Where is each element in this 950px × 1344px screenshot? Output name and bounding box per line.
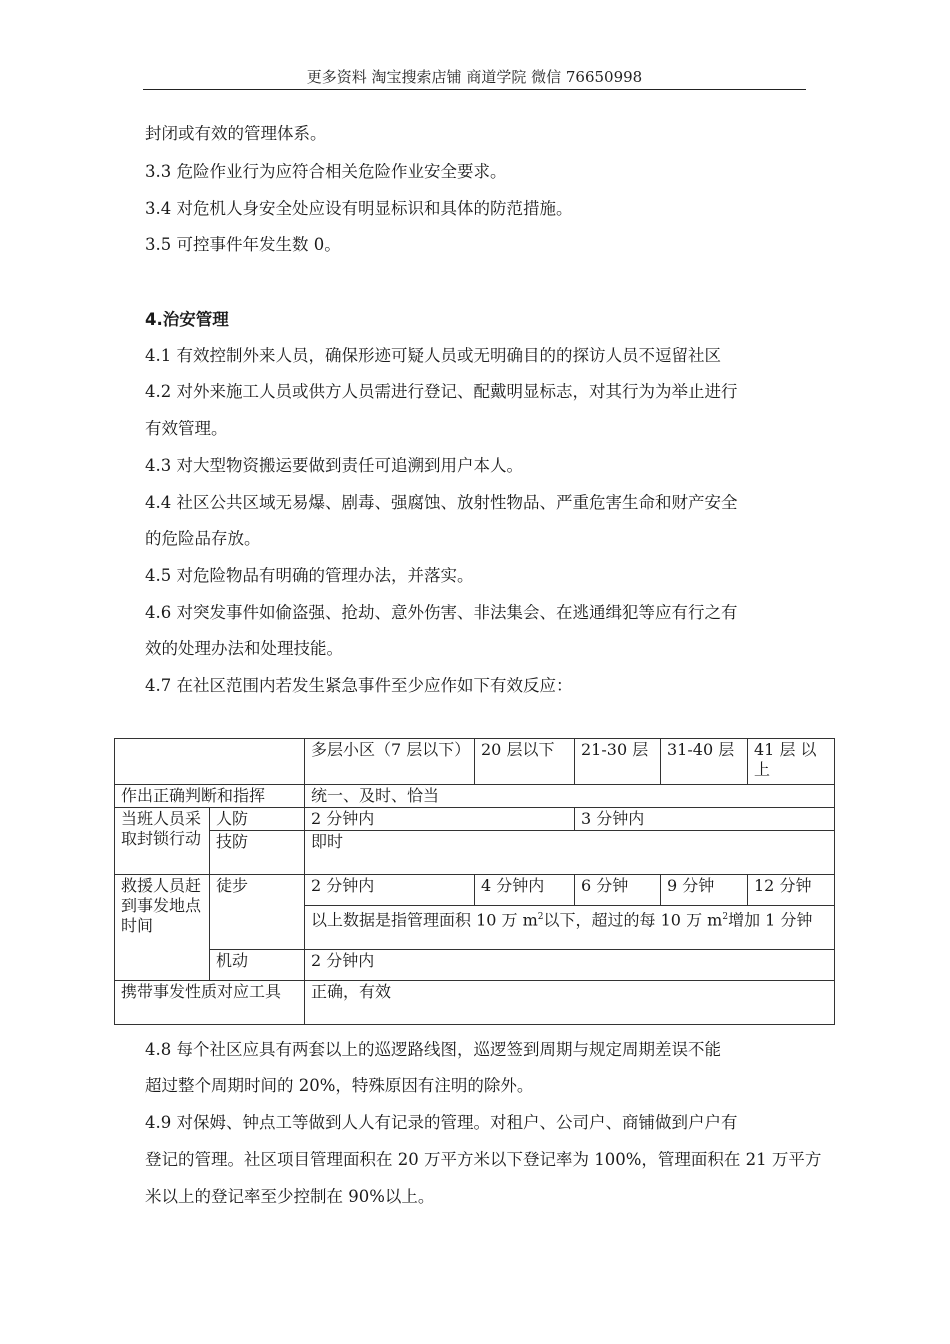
cell-judgment: 统一、及时、恰当 <box>305 785 835 808</box>
text-line: 效的处理办法和处理技能。 <box>145 639 343 658</box>
text-line: 4.9 对保姆、钟点工等做到人人有记录的管理。对租户、公司户、商铺做到户户有 <box>145 1113 738 1132</box>
sub-label-renfang: 人防 <box>210 808 305 831</box>
note-text: 以上数据是指管理面积 10 万 m <box>311 910 538 930</box>
text-line: 4.7 在社区范围内若发生紧急事件至少应作如下有效反应： <box>145 676 573 695</box>
text-line: 4.8 每个社区应具有两套以上的巡逻路线图，巡逻签到周期与规定周期差误不能 <box>145 1040 721 1059</box>
cell-jifang: 即时 <box>305 831 835 875</box>
text-line: 4.3 对大型物资搬运要做到责任可追溯到用户本人。 <box>145 456 523 475</box>
cell-walk: 4 分钟内 <box>475 875 575 906</box>
text-line: 4.6 对突发事件如偷盗强、抢劫、意外伤害、非法集会、在逃通缉犯等应有行之有 <box>145 603 738 622</box>
text-line: 有效管理。 <box>145 419 228 438</box>
cell-renfang-a: 2 分钟内 <box>305 808 575 831</box>
cell-renfang-b: 3 分钟内 <box>575 808 835 831</box>
text-line: 4.2 对外来施工人员或供方人员需进行登记、配戴明显标志，对其行为为举止进行 <box>145 382 738 401</box>
cell-walk: 12 分钟 <box>748 875 835 906</box>
text-line: 超过整个周期时间的 20%，特殊原因有注明的除外。 <box>145 1076 534 1095</box>
text-line: 登记的管理。社区项目管理面积在 20 万平方米以下登记率为 100%，管理面积在 21 万平方 <box>145 1150 822 1169</box>
note-text: 增加 1 分钟 <box>728 910 813 930</box>
sub-label-motor: 机动 <box>210 950 305 981</box>
text-line: 3.3 危险作业行为应符合相关危险作业安全要求。 <box>145 162 507 181</box>
text-line: 的危险品存放。 <box>145 529 261 548</box>
row-label-block: 当班人员采取封锁行动 <box>115 808 210 875</box>
cell-walk: 2 分钟内 <box>305 875 475 906</box>
col-header: 21-30 层 <box>575 739 661 785</box>
col-header: 多层小区（7 层以下） <box>305 739 475 785</box>
response-time-table <box>114 738 835 1025</box>
text-line: 4.4 社区公共区域无易爆、剧毒、强腐蚀、放射性物品、严重危害生命和财产安全 <box>145 493 738 512</box>
text-line: 4.5 对危险物品有明确的管理办法，并落实。 <box>145 566 474 585</box>
cell-area-note <box>305 906 835 950</box>
text-line: 封闭或有效的管理体系。 <box>145 124 327 143</box>
superscript-2: 2 <box>722 912 729 922</box>
superscript-2: 2 <box>537 912 544 922</box>
row-label-rescue: 救援人员赶到事发地点时间 <box>115 875 210 981</box>
text-line: 米以上的登记率至少控制在 90%以上。 <box>145 1187 435 1206</box>
sub-label-jifang: 技防 <box>210 831 305 875</box>
row-label-judgment: 作出正确判断和指挥 <box>115 785 305 808</box>
cell-walk: 9 分钟 <box>661 875 748 906</box>
sub-label-walk: 徒步 <box>210 875 305 950</box>
col-header: 31-40 层 <box>661 739 748 785</box>
text-line: 3.4 对危机人身安全处应设有明显标识和具体的防范措施。 <box>145 199 573 218</box>
col-header: 20 层以下 <box>475 739 575 785</box>
row-label-tools: 携带事发性质对应工具 <box>115 981 305 1025</box>
section-heading: 4.治安管理 <box>145 310 229 329</box>
cell-tools: 正确，有效 <box>305 981 835 1025</box>
text-line: 4.1 有效控制外来人员，确保形迹可疑人员或无明确目的的探访人员不逗留社区 <box>145 346 721 365</box>
col-header: 41 层 以上 <box>748 739 835 785</box>
text-line: 3.5 可控事件年发生数 0。 <box>145 235 341 254</box>
cell-motor: 2 分钟内 <box>305 950 835 981</box>
note-text: 以下，超过的每 10 万 m <box>543 910 723 930</box>
table-corner-cell <box>115 739 305 785</box>
page-header: 更多资料 淘宝搜索店铺 商道学院 微信 76650998 <box>143 66 806 90</box>
cell-walk: 6 分钟 <box>575 875 661 906</box>
